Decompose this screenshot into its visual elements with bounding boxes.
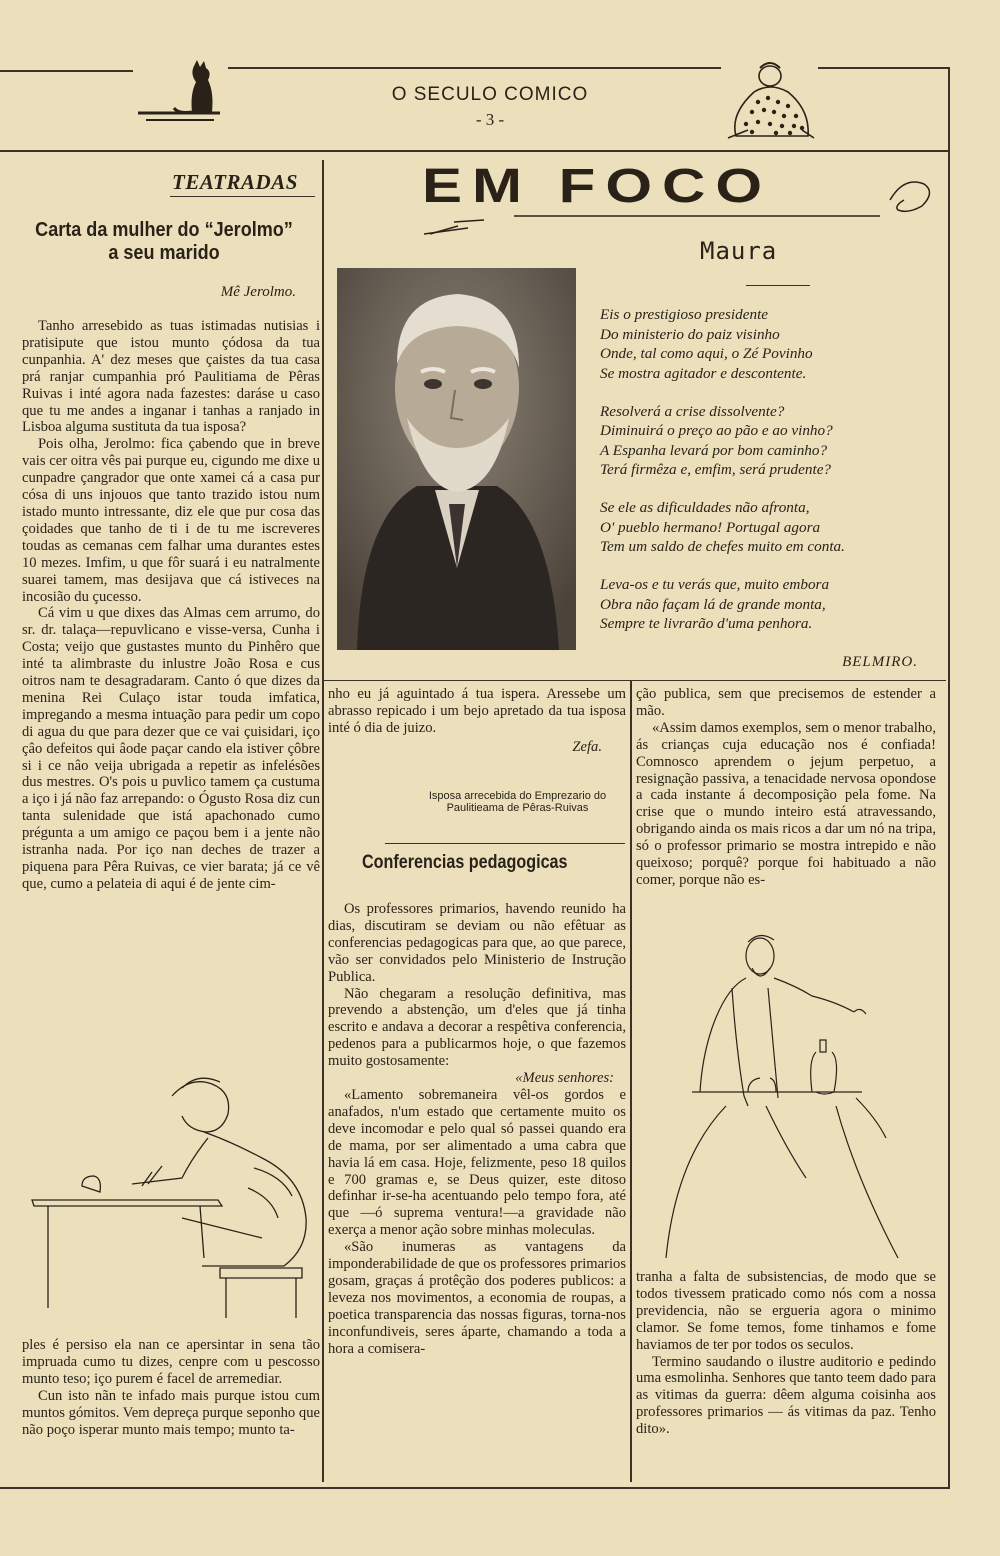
section-underline: [170, 196, 315, 197]
letter-signoff: Zefa.: [572, 738, 602, 755]
conference-headline: Conferencias pedagogicas: [362, 852, 568, 873]
letter-paragraph: Cá vim u que dixes das Almas cem arrumo, do sr. dr. talaça—repuvlicano e visse-versa, Cunha i Costa; veijo que gustastes munto du Pinhêro que inté ta alimbraste du inlustre João Rosa e cus oitros nam te desagradaram. Canto ó que dizes da menina Rei Culaço istar touda imfatica, impregando a mesma intuação para pedir um copo di agua du que para dezer que ce vai çuisidari, iço çâo defeitos qui âode paçar cando ela istiver çôbre si i ce nâo veija ubrigada a repetir as infelésões dus mestres. O's pois u puvlico tamem ça custuma a iço i já não faz arrepando: o Ógusto Rosa diz cun tanta sulenidade que istá apachonado cumo prégunta a um amigo ce paçou bem i a jente não istranha nada. Por iço nan deches de trazer a piquena para Pêra Ruivas, ce vier barata; já ce vê que, cumo a pelateia di aqui é de jente cim-: [22, 605, 320, 892]
masthead-bottom-rule: [0, 150, 950, 152]
poem-stanza: [600, 498, 940, 557]
letter-paragraph: Cun isto nãn te infado mais purque istou cum muntos gómitos. Vem depreça purque seponho que não poço isperar munto mais tempo; munto ta-: [22, 1387, 320, 1438]
thin-professor-illustration: [636, 928, 936, 1264]
section-label: TEATRADAS: [172, 170, 298, 194]
poem-line: Terá firmêza e, emfim, será prudente?: [600, 461, 832, 478]
poem-line: Do ministerio do paiz visinho: [600, 325, 780, 343]
speech-continuation-bottom: [636, 1269, 936, 1438]
poem-line: Eis o prestigioso presidente: [600, 306, 769, 323]
masthead-rule-mid: [228, 67, 721, 69]
letter-continuation: [328, 686, 626, 756]
headline-line-2: a seu marido: [108, 241, 220, 264]
conference-top-rule: [385, 843, 625, 844]
right-margin-rule: [948, 67, 950, 1487]
masthead-rule-left: [0, 70, 133, 72]
masthead-rule-right: [818, 67, 948, 69]
speech-paragraph: Termino saudando o ilustre auditorio e pedindo uma esmolinha. Senhores que tanto teem dado para as vitimas da guerra: dêem alguma coisinha aos professores primarios — ás vitimas da paz. Tenho dito».: [636, 1353, 936, 1438]
woman-writing-illustration: [22, 1068, 320, 1330]
poem-stanza: [600, 575, 940, 634]
poem-line: Se mostra agitador e descontente.: [600, 364, 807, 382]
poem-line: Tem um saldo de chefes muito em conta.: [600, 538, 845, 555]
speech-paragraph: «Lamento sobremaneira vêl-os gordos e anafados, n'um estado que certamente muito os deve incomodar e pelo qual só passei quando era de mama, por ser alimentado a uma cabra que havia lá em casa. Hoje, felizmente, peso 18 quilos e 700 gramas e, se Deus quizer, este ditoso definhar ir-se-ha acentuando pelo tempo fora, até que —ó suprema ventura!—a gravidade não exerça a menor ação sobre minhas moleculas.: [328, 1086, 626, 1239]
speech-continuation-top: [636, 686, 936, 889]
title-flourish-icon: [424, 170, 944, 242]
portrait-photo: [337, 268, 576, 650]
poem-line: O' pueblo hermano! Portugal agora: [600, 518, 821, 536]
article-headline: [30, 218, 298, 264]
letter-salutation: Mê Jerolmo.: [220, 284, 296, 300]
column-rule-1: [322, 160, 324, 1482]
newspaper-title: O SECULO COMICO: [391, 84, 589, 105]
footer-rule: [0, 1487, 950, 1489]
feature-title: EM FOCO: [422, 158, 772, 213]
column-rule-2: [630, 680, 632, 1482]
poem-stanza: [600, 402, 940, 480]
letter-body-top: [22, 318, 320, 893]
letter-paragraph: Pois olha, Jerolmo: fica çabendo que in breve vais cer oitra vês pai purque eu, cigundo me dixe u cunpadre çangrador que onte xamei cá a casa pur cósa di uns injouos que tanto trazido istou num istado munto intressante, diz ele que pur cosa das çoidades que tanho de ti i de tu me iscreveres toudas as cemanas cem falhar uma durantes estes 10 mezes. Imfim, u que fôr suará i eu natralmente suarei tamem, mas desijava que cá istiveces na incosião du çucesso.: [22, 436, 320, 605]
speech-greeting: «Meus senhores:: [515, 1070, 614, 1087]
letter-body-bottom: [22, 1337, 320, 1438]
letter-paragraph: nho eu já aguintado á tua ispera. Aressebe um abrasso repicado i um bejo apretado da tua isposa inté ó dia de juizo.: [328, 686, 626, 736]
page-number: - 3 -: [475, 110, 505, 129]
poem-stanza: [600, 305, 940, 383]
subtitle-underline: [746, 285, 810, 286]
cat-ornament-icon: [134, 58, 229, 124]
headline-line-1: Carta da mulher do “Jerolmo”: [35, 218, 293, 241]
poem-line: Sempre te livrarão d'uma penhora.: [600, 615, 813, 632]
conference-body: [328, 901, 626, 1357]
poem-line: Se ele as dificuldades não afronta,: [600, 499, 810, 516]
letter-paragraph: Tanho arresebido as tuas istimadas nutisias i pratisipute que istou munto çódosa da tua cunpanhia. A' dez meses que çaistes da tua casa prá ranjar cumpanhia pró Paulitiama de Pêras Ruivas i inté agora nada fazestes: daráse u caso que tu me andes a inganar i tanhas a ranjado in Lisboa alguma sustituta da tua isposa?: [22, 318, 320, 436]
conference-paragraph: Não chegaram a resolução definitiva, mas prevendo a abstenção, um d'eles que já tinha escrito e andava a decorar a respêtiva conferencia, pedenos para a publicarmos hoje, o que fazemos muito gostosamente:: [328, 985, 626, 1070]
speech-paragraph: «Assim damos exemplos, sem o menor trabalho, ás crianças cuja educação nos é confiada! Comnosco aprendem o jejum perpetuo, a resignação passiva, a tenacidade nervosa opondose a cada instante á decomposição pela fome. Na crise que o mundo inteiro está atravessando, obrigando ainda os mais ricos a dar um nó na tripa, só o professor primario se mostra intrepido e não queixoso; porquê? porque foi habituado a não comer, porque não es-: [636, 719, 936, 888]
conference-paragraph: Os professores primarios, havendo reunido ha dias, discutiram se deviam ou não efêtuar as conferencias pedagogicas para que, ao que parece, vão ser convidados pelo Ministerio de Instrução Publica.: [328, 901, 626, 985]
poem-signature: BELMIRO.: [842, 654, 918, 670]
speech-paragraph: «São inumeras as vantagens da imponderabilidade de que os professores primarios gosam, graças á protêção dos poderes publicos: a leveza nos movimentos, a economia de roupas, a poetica transparencia das nossas figuras, torna-nos inconfundiveis, seres áparte, chamando a toda a hora a comisera-: [328, 1239, 626, 1357]
feature-bottom-rule: [324, 680, 946, 681]
poem-line: A Espanha levará por bom caminho?: [600, 441, 828, 459]
seated-woman-ornament-icon: [724, 58, 824, 142]
poem-line: Diminuirá o preço ao pão e ao vinho?: [600, 422, 833, 439]
speech-paragraph: ção publica, sem que precisemos de estender a mão.: [636, 686, 936, 719]
feature-subtitle: Maura: [700, 237, 778, 265]
signoff-caption: Isposa arrecebida do Emprezario do Paulitieama de Pêras-Ruivas: [428, 790, 607, 814]
poem-line: Resolverá a crise dissolvente?: [600, 402, 785, 420]
feature-poem: [600, 305, 940, 652]
poem-line: Onde, tal como aqui, o Zé Povinho: [600, 345, 813, 362]
portrait-figure: [337, 268, 576, 650]
letter-paragraph: ples é persiso ela nan ce apersintar in sena tão impruada cumo tu dizes, cenpre com u pescosso munto teso; iço purem é facel de arremediar.: [22, 1337, 320, 1387]
poem-line: Obra não façam lá de grande monta,: [600, 595, 826, 613]
poem-line: Leva-os e tu verás que, muito embora: [600, 576, 830, 593]
speech-paragraph: tranha a falta de subsistencias, de modo que se todos tivessem praticado como nós com a nossa previdencia, não se ergueria agora o minimo clamor. Se fome temos, fome tinhamos e fome haviamos de ter por todos os seculos.: [636, 1269, 936, 1353]
